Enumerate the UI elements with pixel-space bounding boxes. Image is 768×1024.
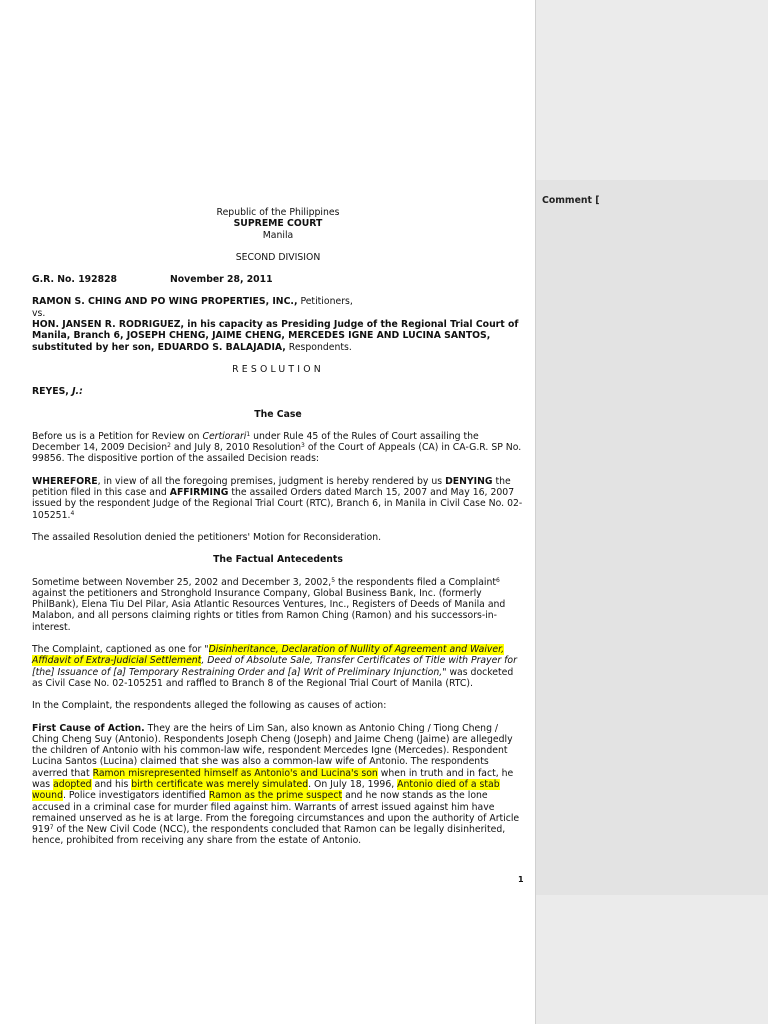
paragraph-caption: The Complaint, captioned as one for "Disinheritance, Declaration of Nullity of Agreement and Waiver, Affidavit of Extra-Judicial Settlement, Deed of Absolute Sale, Transfer Certificates of Title with Prayer for [the] Issuance of [a] Temporary Restraining Order and [a] Writ of Preliminary Injunction," was docketed as Civil Case No. 02-105251 and raffled to Branch 8 of the Regional Trial Court of Manila (RTC). xyxy=(32,644,517,689)
paragraph-causes-intro: In the Complaint, the respondents alleged the following as causes of action: xyxy=(32,700,387,712)
resolution-heading: RESOLUTION xyxy=(232,363,324,375)
section-the-case: The Case xyxy=(254,408,302,420)
document-body xyxy=(32,207,524,847)
pane-divider xyxy=(535,0,536,1024)
paragraph-petition: Before us is a Petition for Review on Certiorari$^1$ under Rule 45 of the Rules of Court assailing the December 14, 2009 Decision$^2$ and July 8, 2010 Resolution$^3$ of the Court of Appeals (CA) in CA-G.R. SP No. 99856. The dispositive portion of the assailed Decision reads: xyxy=(32,430,522,465)
case-date: November 28, 2011 xyxy=(170,274,273,286)
paragraph-complaint-filed: Sometime between November 25, 2002 and December 3, 2002,$^5$ the respondents filed a Complaint$^6$ against the petitioners and Stronghold Insurance Company, Global Business Bank, Inc. (formerly PhilBank), Elena Tiu Del Pilar, Asia Atlantic Resources Ventures, Inc., Registers of Deeds of Manila and Malabon, and all persons claiming rights or titles from Ramon Ching (Ramon) and his successors-in-interest. xyxy=(32,576,506,633)
highlighted-text: Ramon as the prime suspect xyxy=(208,790,343,802)
highlighted-text: Disinheritance, Declaration of Nullity of Agreement and Waiver, Affidavit of Extra-Judicial Settlement xyxy=(32,644,505,667)
division-name: SECOND DIVISION xyxy=(235,251,321,263)
respondents: HON. JANSEN R. RODRIGUEZ, in his capacity as Presiding Judge of the Regional Trial Court of Manila, Branch 6, JOSEPH CHENG, JAIME CHENG, MERCEDES IGNE AND LUCINA SANTOS, substituted by her son, EDUARDO S. BALAJADIA, Respondents. xyxy=(32,319,519,353)
highlighted-text: Antonio died of a stab wound xyxy=(32,778,500,802)
comment-balloon[interactable] xyxy=(535,180,768,895)
page-number: 1 xyxy=(518,875,524,884)
paragraph-first-cause: First Cause of Action. They are the heirs of Lim San, also known as Antonio Ching / Tiong Cheng / Ching Cheng Suy (Antonio). Respondents Joseph Cheng (Joseph) and Jaime Cheng (Jaime) are allegedly the children of Antonio with his common-law wife, respondent Mercedes Igne (Mercedes). Respondent Lucina Santos (Lucina) claimed that she was also a common-law wife of Antonio. The respondents averred that Ramon misrepresented himself as Antonio's and Lucina's son when in truth and in fact, he was adopted and his birth certificate was merely simulated. On July 18, 1996, Antonio died of a stab wound. Police investigators identified Ramon as the prime suspect and he now stands as the lone accused in a criminal case for murder filed against him. Warrants of arrest issued against him have remained unserved as he is at large. From the foregoing circumstances and upon the authority of Article $919^7$ of the New Civil Code (NCC), the respondents concluded that Ramon can be legally disinherited, hence, prohibited from receiving any share from the estate of Antonio. xyxy=(32,722,520,847)
petitioners: RAMON S. CHING AND PO WING PROPERTIES, INC., Petitioners, xyxy=(32,296,353,308)
highlighted-text: birth certificate was merely simulated xyxy=(131,778,309,790)
republic-line: Republic of the Philippines xyxy=(216,207,340,218)
highlighted-text: adopted xyxy=(53,778,92,790)
highlighted-text: Ramon misrepresented himself as Antonio's and Lucina's son xyxy=(92,767,378,779)
case-number-row xyxy=(32,274,524,285)
court-city: Manila xyxy=(262,229,294,241)
paragraph-motion: The assailed Resolution denied the petitioners' Motion for Reconsideration. xyxy=(32,531,382,543)
paragraph-dispositive: WHEREFORE, in view of all the foregoing premises, judgment is hereby rendered by us DENYING the petition filed in this case and AFFIRMING the assailed Orders dated March 15, 2007 and May 16, 2007 issued by the respondent Judge of the Regional Trial Court (RTC), Branch 6, in Manila in Civil Case No. 02-105251.$^4$ xyxy=(32,475,523,521)
versus: vs. xyxy=(32,307,46,319)
court-name: SUPREME COURT xyxy=(233,218,323,230)
gr-number: G.R. No. 192828 xyxy=(32,274,118,286)
comment-label: Comment [ xyxy=(542,195,600,206)
ponente: REYES, J.: xyxy=(32,386,83,398)
section-factual-antecedents: The Factual Antecedents xyxy=(213,554,343,566)
